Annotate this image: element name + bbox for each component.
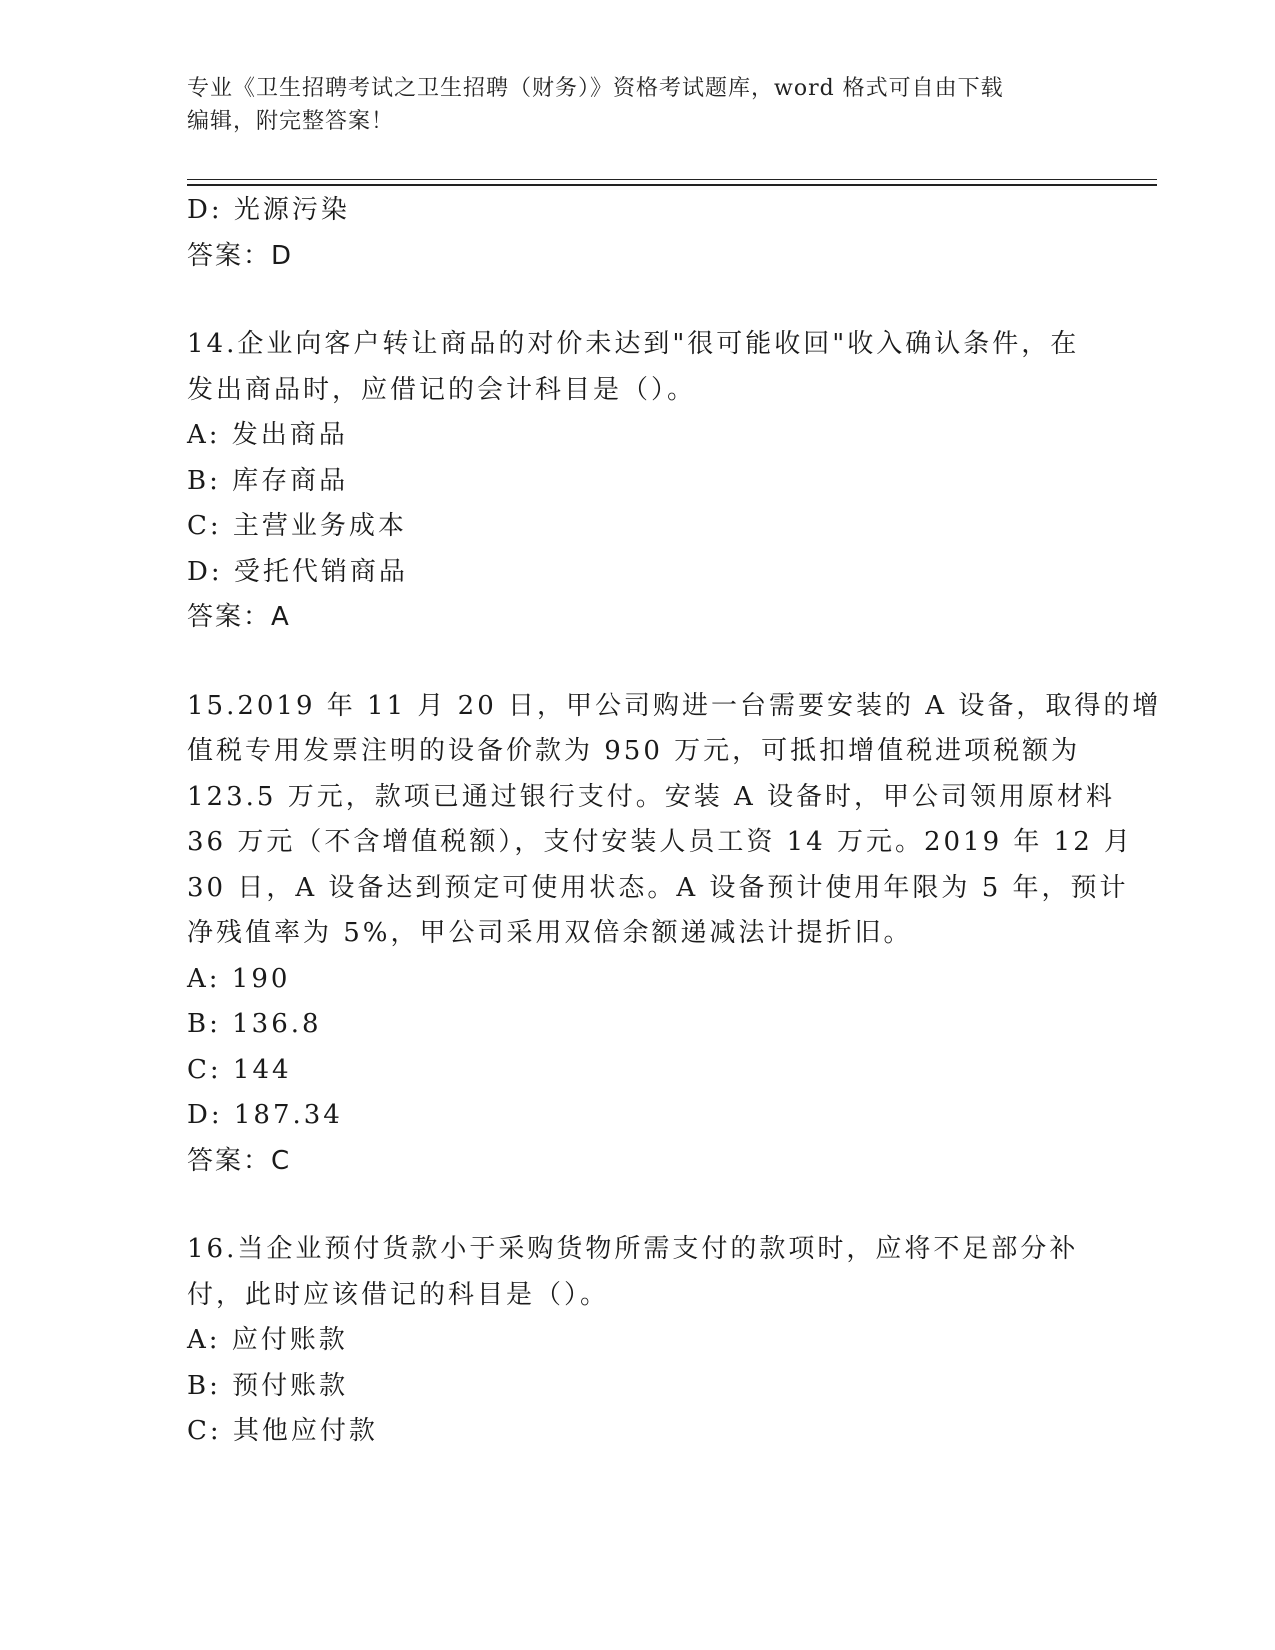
question-stem-line: 15.2019 年 11 月 20 日，甲公司购进一台需要安装的 A 设备，取得的增 xyxy=(187,690,1162,721)
question-14 xyxy=(187,322,1087,641)
header-line-2: 编辑，附完整答案！ xyxy=(187,109,395,134)
question-16 xyxy=(187,1227,1087,1455)
option-b: B: 预付账款 xyxy=(187,1370,349,1401)
option-c: C: 其他应付款 xyxy=(187,1416,378,1446)
question-stem-line: 14.企业向客户转让商品的对价未达到"很可能收回"收入确认条件，在 xyxy=(187,329,1080,359)
option-d: D: 光源污染 xyxy=(187,195,350,225)
question-stem-line: 发出商品时，应借记的会计科目是（）。 xyxy=(187,374,697,405)
option-d: D: 187.34 xyxy=(187,1100,343,1130)
question-15 xyxy=(187,684,1162,1185)
answer: 答案：A xyxy=(187,602,291,632)
option-c: C: 144 xyxy=(187,1054,292,1085)
option-b: B: 136.8 xyxy=(187,1009,322,1039)
document-header xyxy=(187,72,1067,138)
header-rule-thin xyxy=(187,179,1157,180)
question-stem-line: 36 万元（不含增值税额），支付安装人员工资 14 万元。2019 年 12 月 xyxy=(187,827,1134,857)
question-stem-line: 值税专用发票注明的设备价款为 950 万元，可抵扣增值税进项税额为 xyxy=(187,736,1081,766)
question-stem-line: 30 日，A 设备达到预定可使用状态。A 设备预计使用年限为 5 年，预计 xyxy=(187,872,1129,903)
header-rule-thick xyxy=(187,184,1157,186)
answer: 答案：D xyxy=(187,240,294,271)
question-stem-line: 付，此时应该借记的科目是（）。 xyxy=(187,1279,610,1310)
option-a: A: 190 xyxy=(187,963,291,994)
question-stem-line: 净残值率为 5%，甲公司采用双倍余额递减法计提折旧。 xyxy=(187,918,913,948)
question-stem-line: 123.5 万元，款项已通过银行支付。安装 A 设备时，甲公司领用原材料 xyxy=(187,781,1116,812)
question-13 xyxy=(187,188,1087,279)
option-a: A: 发出商品 xyxy=(187,420,348,450)
question-stem-line: 16.当企业预付货款小于采购货物所需支付的款项时，应将不足部分补 xyxy=(187,1234,1079,1264)
option-c: C: 主营业务成本 xyxy=(187,511,407,541)
option-d: D: 受托代销商品 xyxy=(187,556,408,587)
answer: 答案：C xyxy=(187,1145,292,1176)
option-b: B: 库存商品 xyxy=(187,465,349,496)
document-body xyxy=(187,188,1162,1455)
header-line-1: 专业《卫生招聘考试之卫生招聘（财务）》资格考试题库，word 格式可自由下载 xyxy=(187,76,1004,101)
option-a: A: 应付账款 xyxy=(187,1325,348,1355)
